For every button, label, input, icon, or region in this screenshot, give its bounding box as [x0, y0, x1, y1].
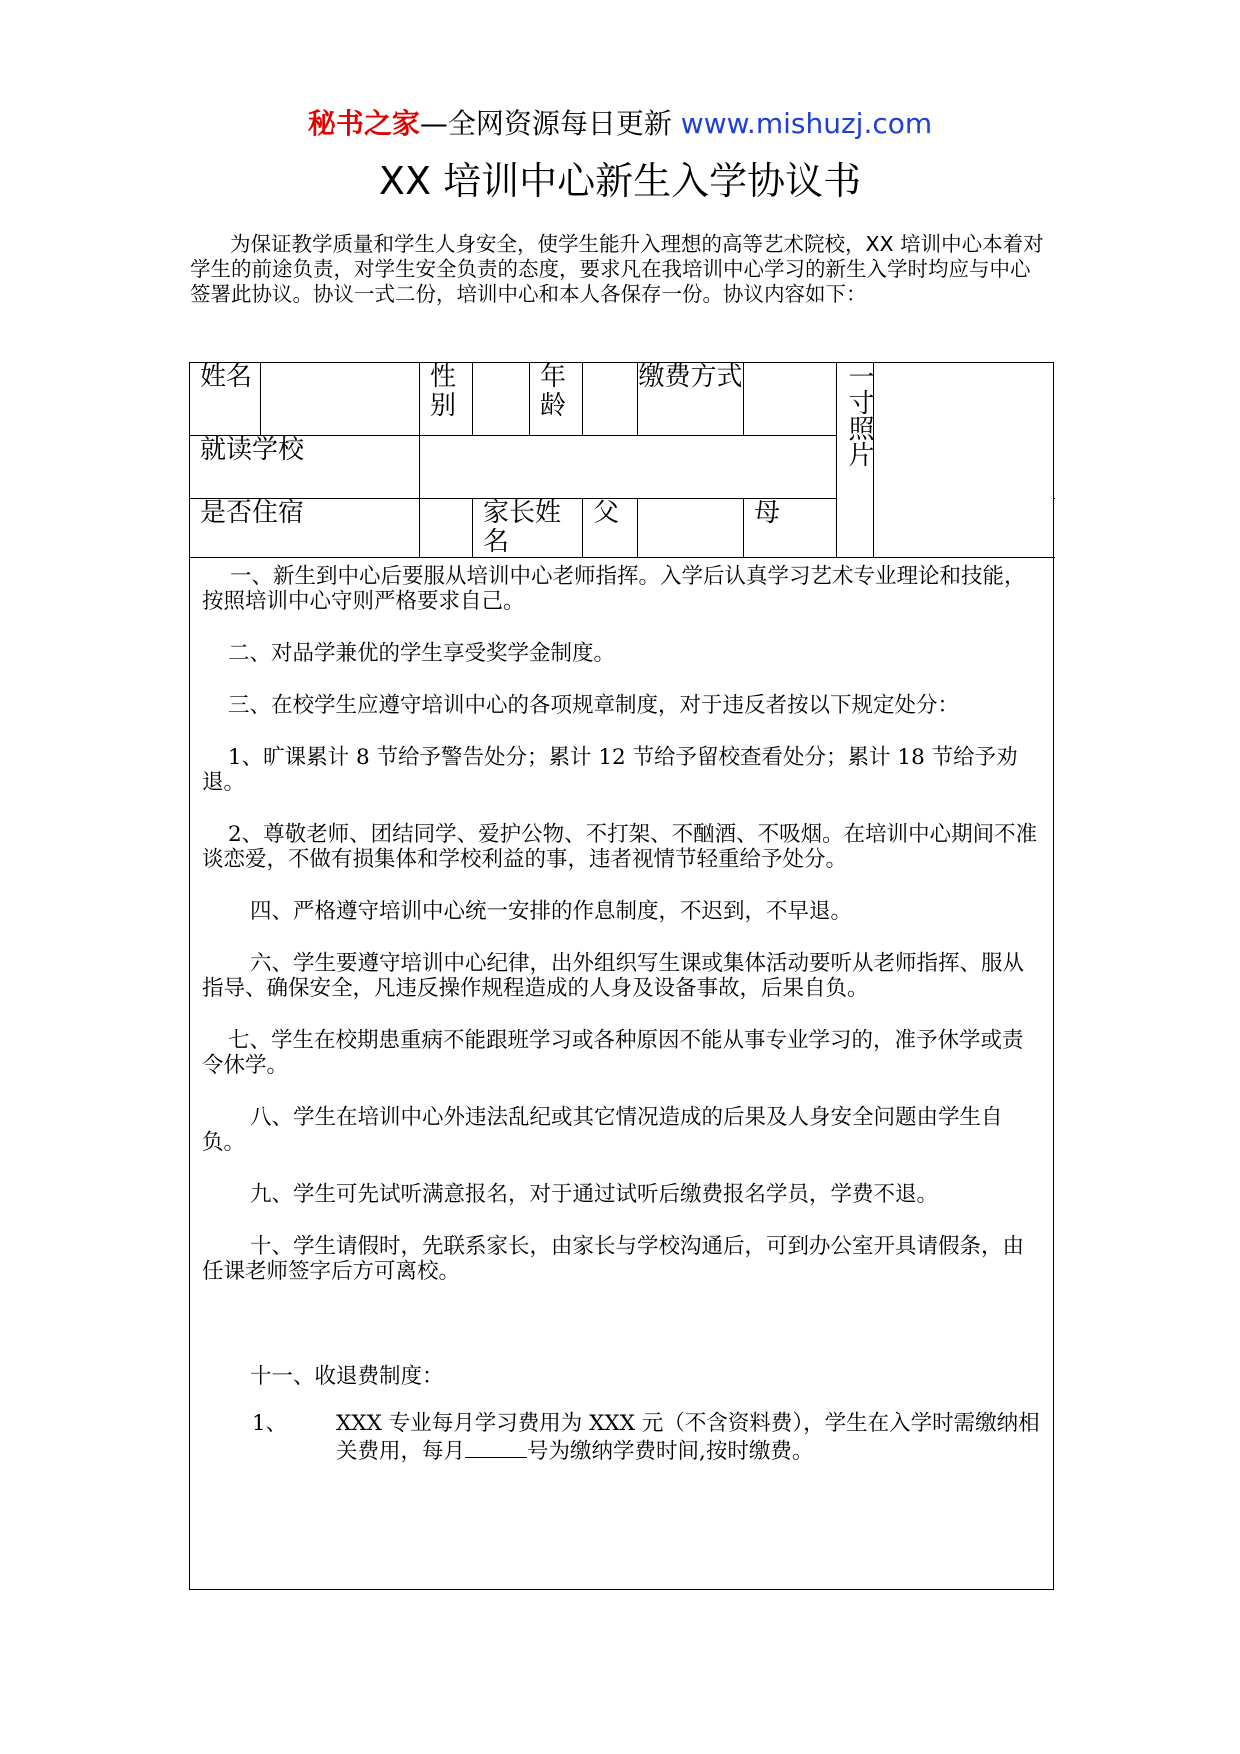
site-header: [0, 106, 1240, 142]
parent-name-label: 家长姓名: [473, 499, 583, 558]
clauses-cell: [190, 558, 1054, 1590]
father-field[interactable]: [638, 499, 744, 558]
boarding-label: 是否住宿: [190, 499, 420, 558]
fee-item-number: 1、: [252, 1411, 288, 1436]
clause-1: 一、新生到中心后要服从培训中心老师指挥。入学后认真学习艺术专业理论和技能，按照培训中心守则严格要求自己。: [202, 564, 1026, 614]
fee-item-text-before: XXX 专业每月学习费用为 XXX 元（不含资料费），学生在入学时需缴纳相关费用，每月: [336, 1411, 1040, 1464]
boarding-field[interactable]: [420, 499, 473, 558]
name-field[interactable]: [261, 363, 420, 436]
agreement-form-table: [189, 362, 1054, 1590]
clause-3: 三、在校学生应遵守培训中心的各项规章制度，对于违反者按以下规定处分：: [228, 693, 960, 718]
clause-6: 六、学生要遵守培训中心纪律，出外组织写生课或集体活动要听从老师指挥、服从指导、确保安全，凡违反操作规程造成的人身及设备事故，后果自负。: [202, 951, 1025, 1001]
gender-field[interactable]: [473, 363, 530, 436]
clause-4: 四、严格遵守培训中心统一安排的作息制度，不迟到，不早退。: [250, 899, 853, 924]
fee-item-text-after: 号为缴纳学费时间,按时缴费。: [527, 1439, 814, 1464]
school-label: 就读学校: [190, 436, 420, 499]
fee-item-text: [336, 1411, 1043, 1465]
payment-field[interactable]: [744, 363, 837, 436]
clause-10: 十、学生请假时，先联系家长，由家长与学校沟通后，可到办公室开具请假条，由任课老师签字后方可离校。: [202, 1234, 1025, 1284]
clause-9: 九、学生可先试听满意报名，对于通过试听后缴费报名学员，学费不退。: [250, 1182, 939, 1207]
clause-11: 十一、收退费制度：: [250, 1364, 444, 1389]
photo-label: 一寸照片: [837, 363, 874, 558]
clause-3-item-2: 2、尊敬老师、团结同学、爱护公物、不打架、不酗酒、不吸烟。在培训中心期间不准谈恋爱，不做有损集体和学校利益的事，违者视情节轻重给予处分。: [202, 822, 1038, 872]
age-label: 年龄: [530, 363, 583, 436]
clause-3-item-1: 1、旷课累计 8 节给予警告处分；累计 12 节给予留校查看处分；累计 18 节给予劝退。: [202, 745, 1018, 795]
payment-label: 缴费方式: [638, 363, 744, 436]
intro-paragraph: 为保证教学质量和学生人身安全，使学生能升入理想的高等艺术院校，XX 培训中心本着对学生的前途负责，对学生安全负责的态度，要求凡在我培训中心学习的新生入学时均应与中心签署此协议。协议一式二份，培训中心和本人各保存一份。协议内容如下：: [190, 232, 1044, 306]
clause-7: 七、学生在校期患重病不能跟班学习或各种原因不能从事专业学习的，准予休学或责令休学。: [202, 1028, 1024, 1078]
school-field[interactable]: [420, 436, 837, 499]
age-field[interactable]: [583, 363, 638, 436]
gender-label: 性别: [420, 363, 473, 436]
clause-8: 八、学生在培训中心外违法乱纪或其它情况造成的后果及人身安全问题由学生自负。: [202, 1105, 1003, 1155]
clause-2: 二、对品学兼优的学生享受奖学金制度。: [228, 641, 616, 666]
mother-label: 母: [744, 499, 837, 558]
name-label: 姓名: [190, 363, 261, 436]
document-title: XX 培训中心新生入学协议书: [378, 159, 862, 203]
payment-day-blank[interactable]: [465, 1437, 527, 1458]
fee-item: [202, 1411, 1043, 1465]
brand-name: 秘书之家: [307, 107, 420, 140]
site-url[interactable]: www.mishuzj.com: [680, 107, 933, 140]
father-label: 父: [583, 499, 638, 558]
photo-box[interactable]: [874, 363, 1054, 558]
header-slogan: —全网资源每日更新: [419, 107, 672, 140]
